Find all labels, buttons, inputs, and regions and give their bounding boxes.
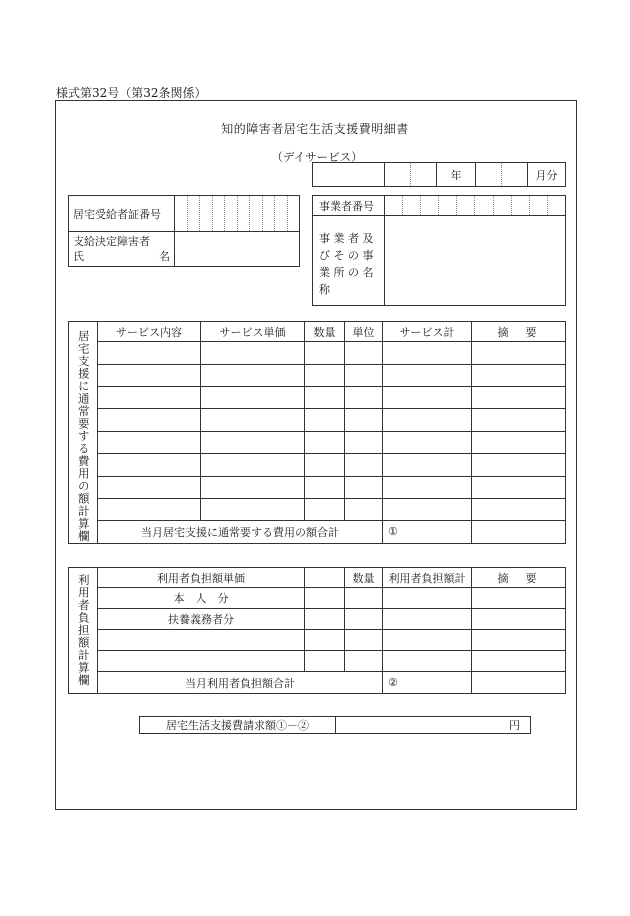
unit-cell[interactable] — [345, 476, 383, 498]
unit-price-cell[interactable] — [201, 364, 305, 386]
header-unit: 単位 — [345, 322, 383, 342]
quantity-cell[interactable] — [305, 409, 345, 431]
month-label: 月分 — [528, 163, 566, 187]
year-digit-field[interactable] — [385, 163, 411, 187]
unit-cell[interactable] — [345, 409, 383, 431]
service-total-cell[interactable] — [383, 409, 472, 431]
service-total-cell[interactable] — [383, 342, 472, 364]
service-total-label: 当月居宅支援に通常要する費用の額合計 — [98, 521, 383, 543]
table-row — [69, 609, 566, 630]
burden-total-cell[interactable] — [383, 651, 472, 672]
burden-unit-price-cell[interactable] — [305, 630, 345, 651]
table-row — [69, 364, 566, 386]
burden-total-field[interactable] — [383, 672, 472, 694]
header-quantity: 数量 — [345, 568, 383, 588]
burden-side-label: 利用者負担額計算欄 — [69, 568, 98, 694]
remarks-cell[interactable] — [472, 588, 566, 609]
provider-name-field[interactable] — [385, 216, 566, 306]
remarks-cell[interactable] — [472, 476, 566, 498]
service-content-cell[interactable] — [98, 386, 201, 408]
cert-number-field[interactable] — [175, 196, 300, 232]
header-service-unit-price: サービス単価 — [201, 322, 305, 342]
unit-price-cell[interactable] — [201, 431, 305, 453]
quantity-cell[interactable] — [345, 630, 383, 651]
service-content-cell[interactable] — [98, 454, 201, 476]
remarks-cell[interactable] — [472, 609, 566, 630]
burden-unit-price-cell[interactable] — [305, 651, 345, 672]
claim-table — [139, 716, 531, 734]
recipient-name-label: 支給決定障害者 氏 名 — [69, 232, 175, 267]
burden-total-cell[interactable] — [383, 630, 472, 651]
provider-name-label: 事 業 者 及 び そ の 事 業 所 の 名 称 — [313, 216, 385, 306]
recipient-table — [68, 195, 300, 267]
month-digit-field[interactable] — [502, 163, 528, 187]
year-digit-field[interactable] — [411, 163, 437, 187]
header-quantity: 数量 — [305, 322, 345, 342]
table-row — [69, 651, 566, 672]
burden-unit-price-cell[interactable] — [305, 588, 345, 609]
blank-header-cell — [305, 568, 345, 588]
service-content-cell[interactable] — [98, 476, 201, 498]
quantity-cell[interactable] — [305, 498, 345, 520]
remarks-cell[interactable] — [472, 431, 566, 453]
unit-price-cell[interactable] — [201, 342, 305, 364]
remarks-cell[interactable] — [472, 364, 566, 386]
quantity-cell[interactable] — [305, 386, 345, 408]
service-total-cell[interactable] — [383, 476, 472, 498]
table-row — [69, 588, 566, 609]
provider-number-field[interactable] — [385, 196, 566, 216]
unit-cell[interactable] — [345, 386, 383, 408]
yen-unit: 円 — [509, 719, 520, 732]
table-row — [69, 454, 566, 476]
service-total-cell[interactable] — [383, 364, 472, 386]
recipient-name-field[interactable] — [175, 232, 300, 267]
service-total-cell[interactable] — [383, 386, 472, 408]
remarks-cell[interactable] — [472, 409, 566, 431]
provider-table — [312, 195, 566, 306]
total-marker-2: ② — [388, 676, 398, 689]
service-content-cell[interactable] — [98, 409, 201, 431]
provider-number-label: 事業者番号 — [313, 196, 385, 216]
header-burden-total: 利用者負担額計 — [383, 568, 472, 588]
total-marker-1: ① — [388, 525, 398, 539]
month-digit-field[interactable] — [476, 163, 502, 187]
burden-total-label: 当月利用者負担額合計 — [98, 672, 383, 694]
remarks-cell[interactable] — [472, 454, 566, 476]
quantity-cell[interactable] — [305, 476, 345, 498]
form-number: 様式第32号（第32条関係） — [56, 86, 207, 100]
table-row — [69, 431, 566, 453]
header-remarks: 摘 要 — [472, 568, 566, 588]
remarks-cell[interactable] — [472, 672, 566, 694]
quantity-cell[interactable] — [305, 342, 345, 364]
date-table — [312, 162, 566, 187]
claim-label: 居宅生活支援費請求額①－② — [140, 717, 336, 734]
unit-price-cell[interactable] — [201, 476, 305, 498]
unit-price-cell[interactable] — [201, 386, 305, 408]
quantity-cell[interactable] — [305, 364, 345, 386]
burden-unit-price-cell[interactable] — [305, 609, 345, 630]
service-table — [68, 321, 566, 544]
service-content-cell[interactable] — [98, 431, 201, 453]
header-burden-unit-price: 利用者負担額単価 — [98, 568, 305, 588]
quantity-cell[interactable] — [305, 454, 345, 476]
cert-number-label: 居宅受給者証番号 — [69, 196, 175, 232]
form-subtitle: （デイサービス） — [271, 150, 363, 164]
service-total-field[interactable] — [383, 521, 472, 543]
burden-table — [68, 567, 566, 694]
header-service-content: サービス内容 — [98, 322, 201, 342]
quantity-cell[interactable] — [345, 588, 383, 609]
service-total-cell[interactable] — [383, 454, 472, 476]
form-title: 知的障害者居宅生活支援費明細書 — [221, 122, 409, 136]
burden-item-cell[interactable] — [98, 630, 305, 651]
unit-cell[interactable] — [345, 364, 383, 386]
remarks-cell[interactable] — [472, 498, 566, 520]
service-total-cell[interactable] — [383, 498, 472, 520]
service-content-cell[interactable] — [98, 498, 201, 520]
table-row — [69, 498, 566, 520]
unit-cell[interactable] — [345, 498, 383, 520]
quantity-cell[interactable] — [305, 431, 345, 453]
unit-price-cell[interactable] — [201, 454, 305, 476]
burden-item-cell[interactable] — [98, 651, 305, 672]
unit-price-cell[interactable] — [201, 409, 305, 431]
table-row — [69, 476, 566, 498]
burden-total-cell[interactable] — [383, 609, 472, 630]
header-remarks: 摘 要 — [472, 322, 566, 342]
remarks-cell[interactable] — [472, 521, 566, 543]
year-label: 年 — [437, 163, 476, 187]
table-row — [69, 630, 566, 651]
burden-total-cell[interactable] — [383, 588, 472, 609]
remarks-cell[interactable] — [472, 386, 566, 408]
service-content-cell[interactable] — [98, 342, 201, 364]
header-service-total: サービス計 — [383, 322, 472, 342]
table-row — [69, 409, 566, 431]
remarks-cell[interactable] — [472, 630, 566, 651]
table-row — [69, 342, 566, 364]
claim-amount-field[interactable] — [336, 717, 531, 734]
unit-cell[interactable] — [345, 454, 383, 476]
table-row — [69, 386, 566, 408]
unit-cell[interactable] — [345, 431, 383, 453]
remarks-cell[interactable] — [472, 651, 566, 672]
service-side-label: 居宅支援に通常要する費用の額計算欄 — [69, 322, 98, 544]
quantity-cell[interactable] — [345, 609, 383, 630]
quantity-cell[interactable] — [345, 651, 383, 672]
service-content-cell[interactable] — [98, 364, 201, 386]
remarks-cell[interactable] — [472, 342, 566, 364]
self-share-label: 本 人 分 — [98, 588, 305, 609]
service-total-cell[interactable] — [383, 431, 472, 453]
blank-cell — [313, 163, 385, 187]
unit-price-cell[interactable] — [201, 498, 305, 520]
guardian-share-label: 扶養義務者分 — [98, 609, 305, 630]
unit-cell[interactable] — [345, 342, 383, 364]
